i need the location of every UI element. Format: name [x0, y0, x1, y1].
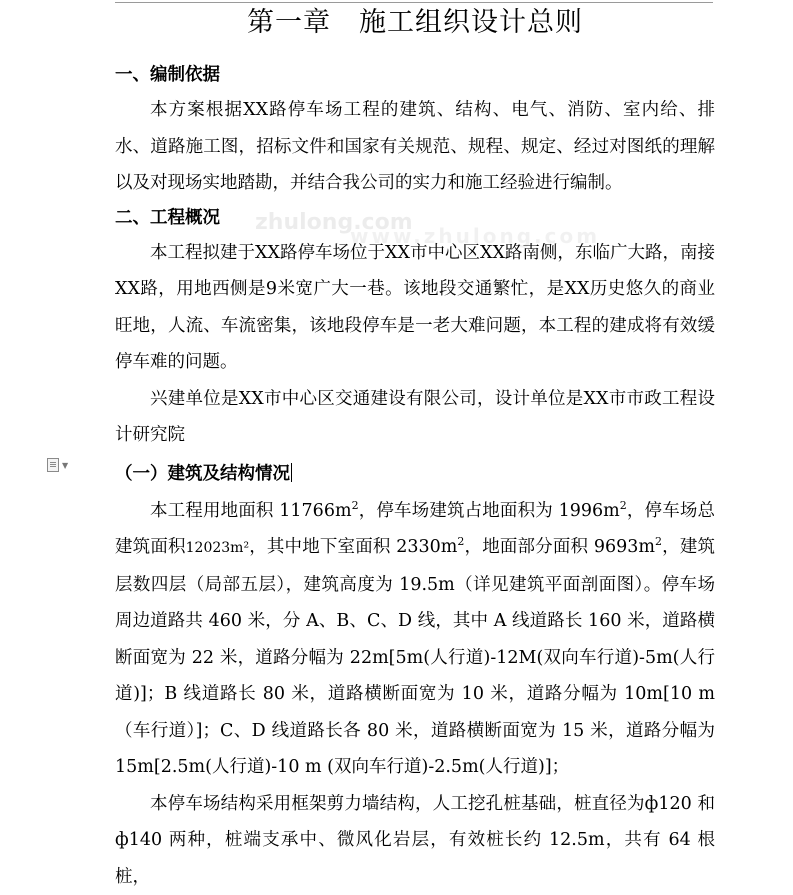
document-icon [47, 458, 59, 472]
paragraph-structure-area [115, 493, 715, 786]
area-text-g: ，建筑层数四层（局部五层），建筑高度为 19.5m（详见建筑平面剖面图）。停车场周边道路共 460 米，分 A、B、C、D 线，其中 A 线道路长 160 米，道路横断面宽为 22 米，道路分幅为 22m[5m(人行道)-12M(双向车行道)-5m(人行道)]；B 线道路长 80 米，道路横断面宽为 10 米，道路分幅为 10m[10 m（车行道）]；C、D 线道路长各 80 米，道路横断面宽为 15 米，道路分幅为15m[2.5m(人行道)-10 m (双向车行道)-2.5m(人行道)]； [115, 537, 715, 777]
chevron-down-icon: ▼ [62, 461, 68, 470]
subsection-heading-text: （一）建筑及结构情况 [115, 464, 290, 484]
sup-d: 2 [655, 535, 662, 548]
area-text-b: ，停车场建筑占地面积为 1996m [359, 501, 620, 521]
sup-b: 2 [620, 499, 627, 512]
area-text-a: 本工程用地面积 11766m [150, 501, 352, 521]
area-text-f: ，地面部分面积 9693m [464, 537, 655, 557]
paragraph-options-button[interactable] [47, 458, 68, 472]
paragraph-overview: 本工程拟建于XX路停车场位于XX市中心区XX路南侧，东临广大路，南接XX路，用地西侧是9米宽广大一巷。该地段交通繁忙，是XX历史悠久的商业旺地，人流、车流密集，该地段停车是一老大难问题，本工程的建成将有效缓停车难的问题。 [115, 235, 715, 381]
sup-a: 2 [352, 499, 359, 512]
area-text-e: ，其中地下室面积 2330m [249, 537, 457, 557]
paragraph-builder: 兴建单位是XX市中心区交通建设有限公司，设计单位是XX市市政工程设计研究院 [115, 381, 715, 454]
chapter-title: 第一章 施工组织设计总则 [115, 3, 715, 43]
watermark-logo: zhulong.com [255, 210, 413, 235]
watermark-url: www.zhulong.com [350, 224, 600, 248]
text-cursor [291, 463, 292, 482]
sup-c: 2 [457, 535, 464, 548]
document-page[interactable] [115, 0, 715, 895]
subsection-heading-structure [115, 455, 715, 493]
section-heading-overview: 二、工程概况 [115, 202, 715, 235]
section-heading-basis: 一、编制依据 [115, 59, 715, 92]
paragraph-basis: 本方案根据XX路停车场工程的建筑、结构、电气、消防、室内给、排水、道路施工图，招标文件和国家有关规范、规程、规定、经过对图纸的理解以及对现场实地踏勘，并结合我公司的实力和施工经验进行编制。 [115, 92, 715, 202]
paragraph-structure-system: 本停车场结构采用框架剪力墙结构，人工挖孔桩基础，桩直径为ф120 和ф140 两种，桩端支承中、微风化岩层，有效桩长约 12.5m，共有 64 根桩， [115, 786, 715, 895]
area-text-c: ，停车场总建筑面积 [115, 501, 715, 558]
area-text-d: 12023m² [186, 540, 249, 556]
